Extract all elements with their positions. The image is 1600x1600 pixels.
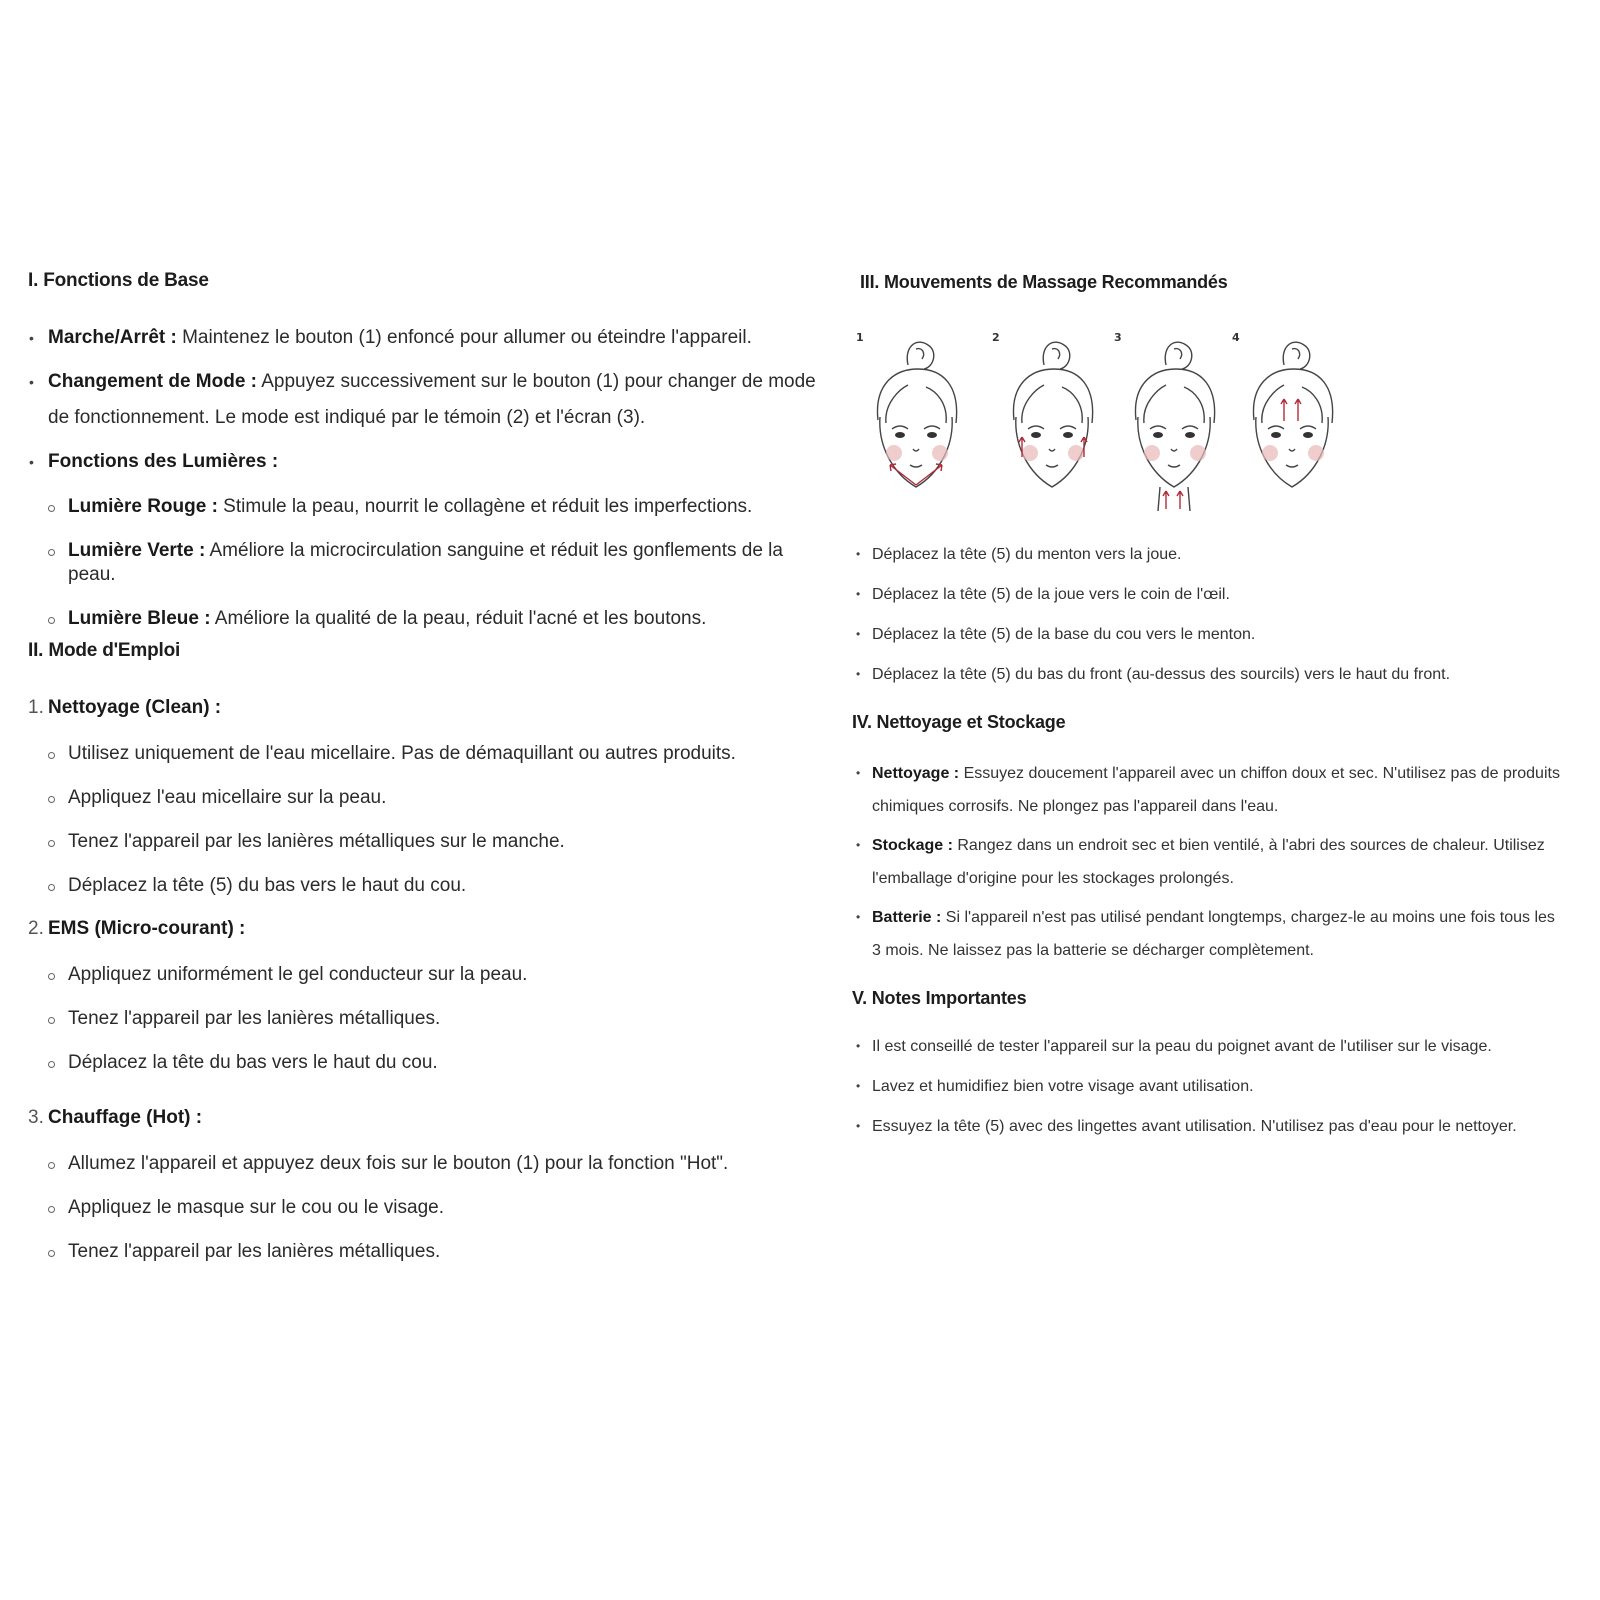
bullet-icon: • bbox=[856, 1079, 861, 1093]
list-item: • Déplacez la tête (5) de la base du cou vers le menton. bbox=[856, 618, 1596, 651]
bullet-icon: • bbox=[856, 910, 861, 924]
list-item: Tenez l'appareil par les lanières métalliques sur le manche. bbox=[28, 830, 828, 854]
bullet-icon: • bbox=[29, 330, 34, 346]
circle-bullet-icon bbox=[48, 1162, 55, 1169]
step-ems-list bbox=[28, 963, 828, 1075]
circle-bullet-icon bbox=[48, 1061, 55, 1068]
bullet-icon: • bbox=[29, 374, 34, 390]
list-item: Utilisez uniquement de l'eau micellaire. Pas de démaquillant ou autres produits. bbox=[28, 742, 828, 766]
list-item: Déplacez la tête (5) du bas vers le haut du cou. bbox=[28, 874, 828, 898]
face-3-icon bbox=[1114, 325, 1224, 515]
face-illustration-1: 1 bbox=[856, 325, 966, 515]
massage-illustrations bbox=[856, 325, 1336, 515]
list-item: Appliquez le masque sur le cou ou le visage. bbox=[28, 1196, 828, 1220]
step-hot: 3. Chauffage (Hot) : bbox=[28, 1107, 203, 1128]
list-item: Tenez l'appareil par les lanières métalliques. bbox=[28, 1007, 828, 1031]
circle-bullet-icon bbox=[48, 1206, 55, 1213]
step-clean: 1. Nettoyage (Clean) : bbox=[28, 697, 222, 718]
list-item: • Déplacez la tête (5) de la joue vers le coin de l'œil. bbox=[856, 578, 1596, 611]
face-illustration-4: 4 bbox=[1232, 325, 1342, 515]
face-illustration-2: 2 bbox=[992, 325, 1102, 515]
list-item: • Déplacez la tête (5) du bas du front (au-dessus des sourcils) vers le haut du front. bbox=[856, 658, 1596, 691]
bullet-icon: • bbox=[856, 547, 861, 561]
list-item: Lumière Bleue : Améliore la qualité de la peau, réduit l'acné et les boutons. bbox=[28, 607, 828, 631]
list-item: Appliquez uniformément le gel conducteur sur la peau. bbox=[28, 963, 828, 987]
face-illustration-3: 3 bbox=[1114, 325, 1224, 515]
basic-functions-list bbox=[28, 320, 828, 480]
circle-bullet-icon bbox=[48, 796, 55, 803]
list-item: • Batterie : Si l'appareil n'est pas utilisé pendant longtemps, chargez-le au moins une fois tous les 3 mois. Ne laissez pas la batterie se décharger complètement. bbox=[856, 901, 1596, 967]
lights-list bbox=[28, 495, 828, 631]
list-item: Déplacez la tête du bas vers le haut du cou. bbox=[28, 1051, 828, 1075]
circle-bullet-icon bbox=[48, 973, 55, 980]
list-item: • Déplacez la tête (5) du menton vers la joue. bbox=[856, 538, 1596, 571]
list-item: • Lavez et humidifiez bien votre visage avant utilisation. bbox=[856, 1070, 1596, 1103]
list-item: Lumière Rouge : Stimule la peau, nourrit le collagène et réduit les imperfections. bbox=[28, 495, 828, 519]
list-item: • Nettoyage : Essuyez doucement l'appareil avec un chiffon doux et sec. N'utilisez pas de produits chimiques corrosifs. Ne plongez pas l'appareil dans l'eau. bbox=[856, 757, 1596, 823]
section-title-basic-functions: I. Fonctions de Base bbox=[28, 270, 209, 291]
bullet-icon: • bbox=[856, 667, 861, 681]
list-item: • Stockage : Rangez dans un endroit sec et bien ventilé, à l'abri des sources de chaleur. Utilisez l'emballage d'origine pour les stockages prolongés. bbox=[856, 829, 1596, 895]
section-title-care: IV. Nettoyage et Stockage bbox=[852, 712, 1066, 732]
care-list bbox=[856, 757, 1596, 967]
bullet-icon: • bbox=[856, 766, 861, 780]
circle-bullet-icon bbox=[48, 840, 55, 847]
list-item: Lumière Verte : Améliore la microcirculation sanguine et réduit les gonflements de la peau. bbox=[28, 539, 828, 587]
section-title-usage: II. Mode d'Emploi bbox=[28, 640, 181, 661]
circle-bullet-icon bbox=[48, 617, 55, 624]
circle-bullet-icon bbox=[48, 752, 55, 759]
circle-bullet-icon bbox=[48, 1250, 55, 1257]
bullet-icon: • bbox=[856, 627, 861, 641]
list-item: Tenez l'appareil par les lanières métalliques. bbox=[28, 1240, 828, 1264]
section-title-notes: V. Notes Importantes bbox=[852, 988, 1027, 1008]
list-item: • Fonctions des Lumières : bbox=[28, 444, 828, 480]
bullet-icon: • bbox=[29, 454, 34, 470]
bullet-icon: • bbox=[856, 838, 861, 852]
step-clean-list bbox=[28, 742, 828, 898]
circle-bullet-icon bbox=[48, 549, 55, 556]
massage-moves-list bbox=[856, 538, 1596, 691]
list-item: • Marche/Arrêt : Maintenez le bouton (1) enfoncé pour allumer ou éteindre l'appareil. bbox=[28, 320, 828, 356]
circle-bullet-icon bbox=[48, 884, 55, 891]
bullet-icon: • bbox=[856, 587, 861, 601]
list-item: • Changement de Mode : Appuyez successivement sur le bouton (1) pour changer de mode de fonctionnement. Le mode est indiqué par le témoin (2) et l'écran (3). bbox=[28, 364, 828, 436]
face-1-icon bbox=[856, 325, 966, 515]
face-2-icon bbox=[992, 325, 1102, 515]
circle-bullet-icon bbox=[48, 505, 55, 512]
list-item: • Essuyez la tête (5) avec des lingettes avant utilisation. N'utilisez pas d'eau pour le nettoyer. bbox=[856, 1110, 1596, 1143]
face-4-icon bbox=[1232, 325, 1342, 515]
circle-bullet-icon bbox=[48, 1017, 55, 1024]
section-title-massage: III. Mouvements de Massage Recommandés bbox=[860, 272, 1228, 292]
bullet-icon: • bbox=[856, 1119, 861, 1133]
bullet-icon: • bbox=[856, 1039, 861, 1053]
list-item: Appliquez l'eau micellaire sur la peau. bbox=[28, 786, 828, 810]
list-item: Allumez l'appareil et appuyez deux fois sur le bouton (1) pour la fonction "Hot". bbox=[28, 1152, 828, 1176]
step-ems: 2. EMS (Micro-courant) : bbox=[28, 918, 246, 939]
list-item: • Il est conseillé de tester l'appareil sur la peau du poignet avant de l'utiliser sur le visage. bbox=[856, 1030, 1596, 1063]
notes-list bbox=[856, 1030, 1596, 1143]
step-hot-list bbox=[28, 1152, 828, 1264]
